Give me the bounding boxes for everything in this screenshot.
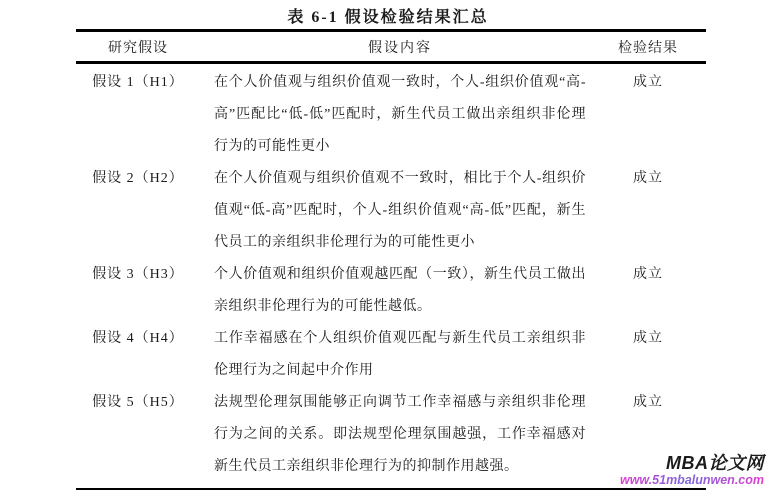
column-header-hypothesis: 研究假设 [108, 40, 168, 56]
watermark-site-name: MBA论文网 [666, 453, 764, 474]
hypothesis-content-cell: 个人价值观和组织价值观越匹配（一致），新生代员工做出亲组织非伦理行为的可能性越低。 [214, 267, 586, 314]
hypothesis-results-table [76, 29, 706, 490]
hypothesis-content-cell: 在个人价值观与组织价值观一致时，个人-组织价值观“高-高”匹配比“低-低”匹配时，新生代员工做出亲组织非伦理行为的可能性更小 [214, 75, 586, 154]
column-header-content: 假设内容 [368, 40, 432, 56]
hypothesis-content-cell: 工作幸福感在个人组织价值观匹配与新生代员工亲组织非伦理行为之间起中介作用 [214, 331, 586, 378]
table-row [76, 67, 706, 163]
hypothesis-label-cell: 假设 4（H4） [92, 331, 184, 346]
result-cell: 成立 [633, 171, 663, 186]
watermark [620, 454, 764, 488]
result-cell: 成立 [633, 395, 663, 410]
hypothesis-content-cell: 在个人价值观与组织价值观不一致时，相比于个人-组织价值观“低-高”匹配时，个人-组织价值观“高-低”匹配，新生代员工的亲组织非伦理行为的可能性更小 [214, 171, 586, 250]
table-row [76, 163, 706, 259]
table-header-row [76, 29, 706, 64]
table-row [76, 259, 706, 323]
table-caption: 表 6-1 假设检验结果汇总 [287, 9, 489, 26]
hypothesis-label-cell: 假设 1（H1） [92, 75, 184, 90]
result-cell: 成立 [633, 331, 663, 346]
table-body [76, 64, 706, 490]
table-row [76, 323, 706, 387]
hypothesis-content-cell: 法规型伦理氛围能够正向调节工作幸福感与亲组织非伦理行为之间的关系。即法规型伦理氛围越强，工作幸福感对新生代员工亲组织非伦理行为的抑制作用越强。 [214, 395, 586, 474]
hypothesis-label-cell: 假设 2（H2） [92, 171, 184, 186]
column-header-result: 检验结果 [618, 40, 678, 56]
result-cell: 成立 [633, 75, 663, 90]
watermark-site-url: www.51mbalunwen.com [619, 473, 764, 488]
table-row [76, 387, 706, 483]
hypothesis-label-cell: 假设 5（H5） [92, 395, 184, 410]
hypothesis-label-cell: 假设 3（H3） [92, 267, 184, 282]
result-cell: 成立 [633, 267, 663, 282]
